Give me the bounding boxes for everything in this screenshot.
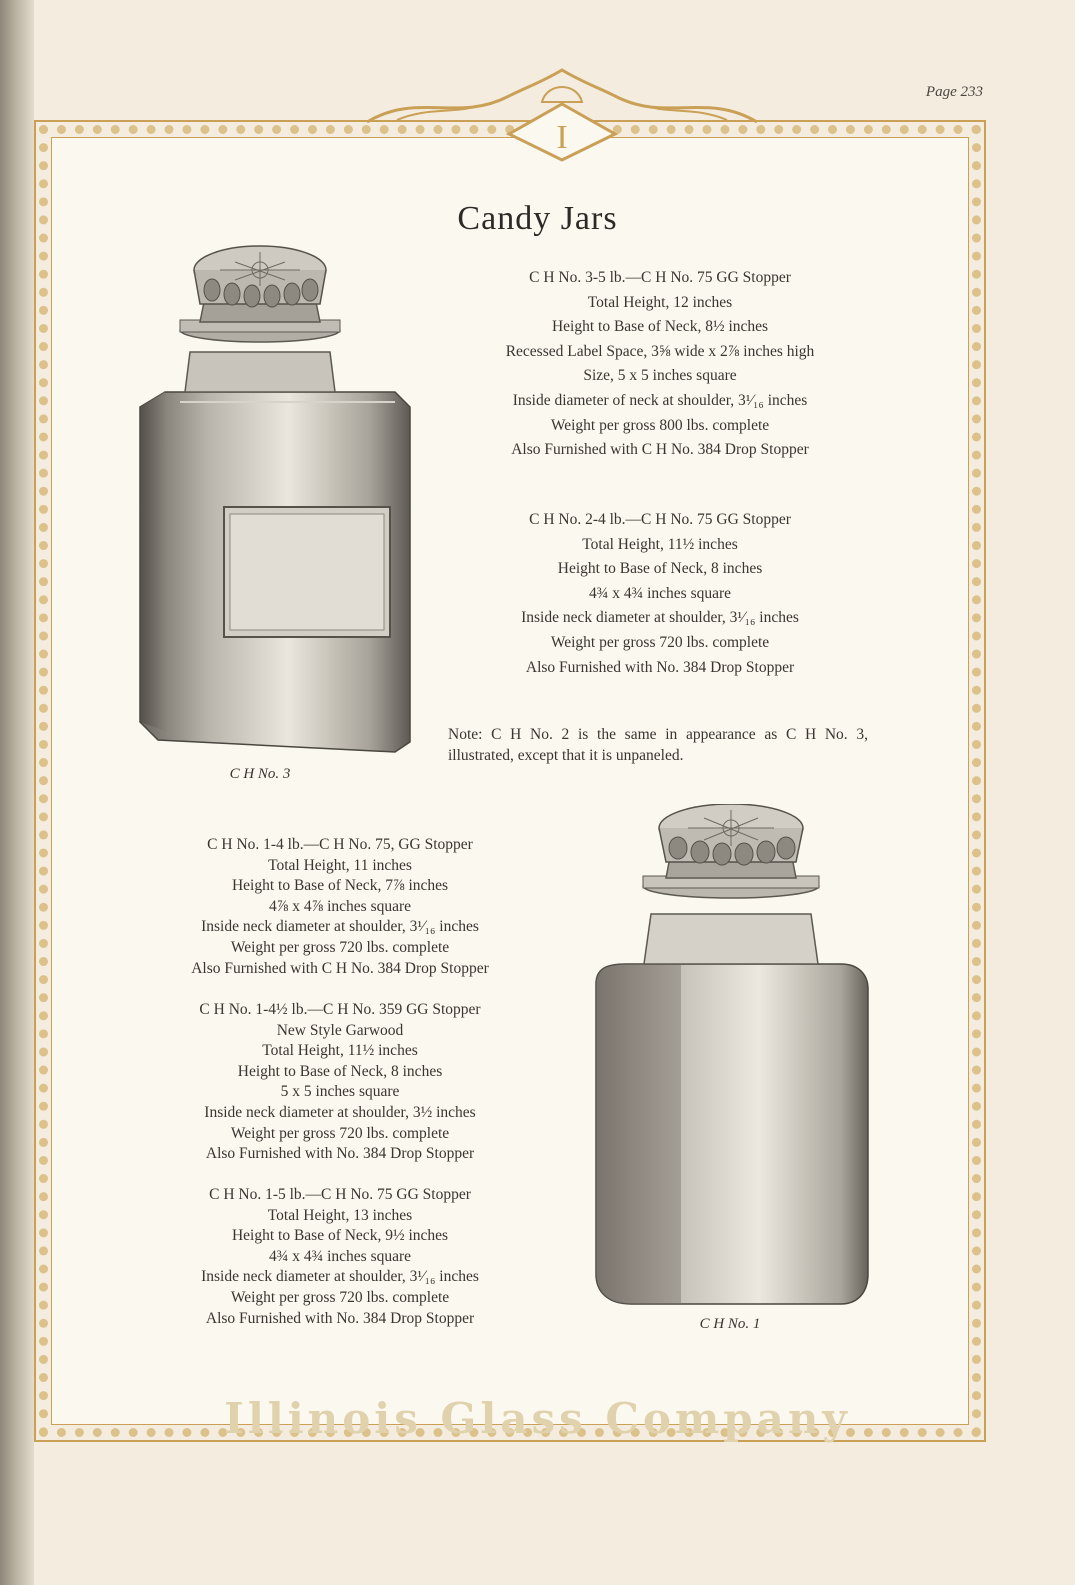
crest-ornament	[357, 62, 767, 162]
spec-line: C H No. 1-5 lb.—C H No. 75 GG Stopper	[209, 1186, 471, 1203]
spec-line: Weight per gross 800 lbs. complete	[550, 416, 770, 434]
caption-ch3: C H No. 3	[229, 766, 291, 782]
company-name-banner: Illinois Glass Company	[224, 1394, 851, 1443]
spec-line: C H No. 3-5 lb.—C H No. 75 GG Stopper	[529, 269, 791, 286]
spec-line: Inside neck diameter at shoulder, 3¹⁄₁₆ inches	[201, 918, 479, 936]
spec-block-ch1-4half-lb	[135, 1000, 545, 1165]
spec-line: Height to Base of Neck, 8½ inches	[551, 318, 769, 336]
spec-line: New Style Garwood	[276, 1021, 404, 1039]
spec-line: Size, 5 x 5 inches square	[583, 367, 737, 385]
spec-line: Also Furnished with C H No. 384 Drop Stopper	[191, 959, 489, 977]
spec-line: Inside diameter of neck at shoulder, 3¹⁄₁₆ inches	[512, 391, 808, 409]
spec-line: Also Furnished with No. 384 Drop Stopper	[205, 1309, 475, 1327]
spec-line: Height to Base of Neck, 9½ inches	[231, 1227, 449, 1245]
logo-letter: I	[556, 119, 568, 156]
spec-line: C H No. 1-4½ lb.—C H No. 359 GG Stopper	[199, 1001, 481, 1018]
jar-illustration-ch3	[120, 242, 420, 762]
spec-line: Inside neck diameter at shoulder, 3¹⁄₁₆ inches	[201, 1268, 479, 1286]
spec-line: Also Furnished with C H No. 384 Drop Stopper	[511, 441, 809, 459]
spec-line: Weight per gross 720 lbs. complete	[550, 633, 770, 651]
spec-line: Inside neck diameter at shoulder, 3½ inches	[204, 1103, 476, 1121]
spec-line: Total Height, 12 inches	[587, 293, 733, 311]
spec-line: 4¾ x 4¾ inches square	[268, 1247, 412, 1265]
note-text: Note: C H No. 2 is the same in appearance as C H No. 3, illustrated, except that it is unpaneled.	[448, 726, 868, 764]
spec-block-ch3	[440, 266, 880, 463]
spec-line: Total Height, 11½ inches	[262, 1042, 418, 1060]
spec-line: Also Furnished with No. 384 Drop Stopper	[205, 1145, 475, 1163]
spec-line: 4⅞ x 4⅞ inches square	[268, 897, 412, 915]
caption-ch1: C H No. 1	[699, 1316, 761, 1332]
spec-block-ch1-5lb	[135, 1185, 545, 1329]
spec-block-ch2	[440, 508, 880, 680]
page-number: Page 233	[925, 84, 983, 100]
spec-line: Also Furnished with No. 384 Drop Stopper	[525, 658, 795, 676]
spec-line: Recessed Label Space, 3⅝ wide x 2⅞ inches high	[505, 342, 815, 360]
spec-line: Total Height, 11½ inches	[582, 535, 738, 553]
spec-line: Weight per gross 720 lbs. complete	[230, 1288, 450, 1306]
spec-line: Total Height, 13 inches	[267, 1206, 413, 1224]
spec-line: 4¾ x 4¾ inches square	[588, 584, 732, 602]
spec-line: Height to Base of Neck, 7⅞ inches	[231, 877, 449, 895]
spec-line: Height to Base of Neck, 8 inches	[557, 560, 763, 578]
jar-illustration-ch1	[586, 804, 876, 1314]
spec-line: C H No. 2-4 lb.—C H No. 75 GG Stopper	[529, 511, 791, 528]
spec-line: Weight per gross 720 lbs. complete	[230, 1124, 450, 1142]
spec-line: Weight per gross 720 lbs. complete	[230, 938, 450, 956]
spec-line: Height to Base of Neck, 8 inches	[237, 1062, 443, 1080]
spec-block-ch1-4lb	[135, 835, 545, 979]
spec-line: 5 x 5 inches square	[280, 1083, 400, 1101]
page-title: Candy Jars	[457, 200, 618, 237]
spec-line: Total Height, 11 inches	[268, 856, 412, 874]
spec-line: Inside neck diameter at shoulder, 3¹⁄₁₆ inches	[521, 609, 799, 627]
spec-line: C H No. 1-4 lb.—C H No. 75, GG Stopper	[207, 836, 473, 853]
